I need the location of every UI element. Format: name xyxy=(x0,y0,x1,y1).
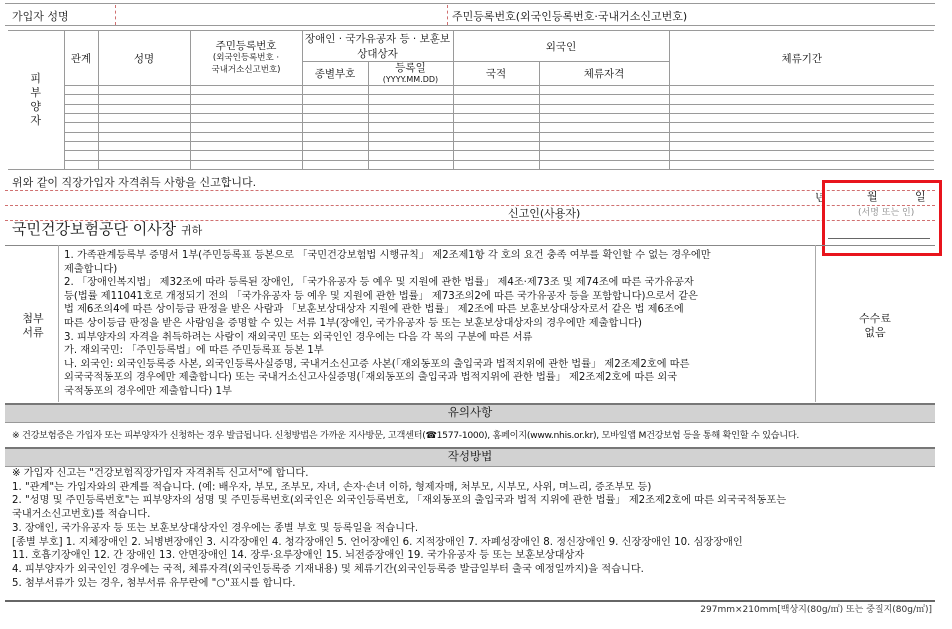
col-nationality: 국적 xyxy=(453,62,539,86)
declaration-statement: 위와 같이 직장가입자 자격취득 사항을 신고합니다. xyxy=(12,176,257,189)
attachment-label: 첨부 서류 xyxy=(22,312,44,339)
table-row[interactable] xyxy=(8,160,934,169)
table-row[interactable] xyxy=(8,123,934,132)
signature-label: (서명 또는 인) xyxy=(858,208,915,218)
table-row[interactable] xyxy=(8,86,934,95)
fee-label: 수수료 없음 xyxy=(859,312,891,339)
paper-spec: 297mm×210mm[백상지(80g/㎡) 또는 중질지(80g/㎡)] xyxy=(700,605,932,615)
resident-number-label: 주민등록번호(외국인등록번호·국내거소신고번호) xyxy=(452,10,688,23)
attachment-list: 1. 가족관계등록부 증명서 1부(주민등록표 등본으로 「국민건강보험법 시행규칙」 제2조제1항 각 호의 요건 충족 여부를 확인할 수 없는 경우에만 제출합니다) 2. 「장애인복지법」 제32조에 따라 등록된 장애인, 「국가유공자 등 예우 및 지원에 관한 법률」 제4조·제73조 및 제74조에 따른 국가유공자 등(법률 제11041호로 개정되기 전의 「국가유공자 등 예우 및 지원에 관한 법률」 제73조의2에 따른 국가유공자 등을 포함합니다)으로서 같은 법 제6조의4에 따른 상이등급 판정을 받은 사람과 「보훈보상대상자 지원에 관한 법률」 제2조에 따른 보훈보상대상자로서 같은 법 제6조에 따른 상이등급 판정을 받은 사람임을 증명할 수 있는 서류 1부(장애인, 국가유공자 등 또는 보훈보상대상자의 경우에만 제출합니다) 3. 피부양자의 자격을 취득하려는 사람이 재외국민 또는 외국인인 경우에는 다음 각 목의 구분에 따른 서류 가. 재외국민: 「주민등록법」에 따른 주민등록표 등본 1부 나. 외국인: 외국인등록증 사본, 외국인등록사실증명, 국내거소신고증 사본(「재외동포의 출입국과 법적지위에 관한 법률」 제2조제2호에 따른 외국국적동포의 경우에만 제출합니다) 또는 국내거소신고사실증명(「재외동포의 출입국과 법적지위에 관한 법률」 제2조제2호에 따른 외국 국적동포의 경우에만 제출합니다) 1부 xyxy=(64,250,711,397)
col-stay-period: 체류기간 xyxy=(669,31,934,86)
subscriber-name-label: 가입자 성명 xyxy=(12,10,69,23)
notice-title: 유의사항 xyxy=(5,403,935,423)
col-relation: 관계 xyxy=(64,31,98,86)
group-disabled: 장애인 · 국가유공자 등 · 보훈보상대상자 xyxy=(302,31,453,62)
group-foreigner: 외국인 xyxy=(453,31,669,62)
month-label: 월 xyxy=(867,190,878,203)
col-resident-id: 주민등록번호 (외국인등록번호 · 국내거소신고번호) xyxy=(190,31,302,86)
notice-text: ※ 건강보험증은 가입자 또는 피부양자가 신청하는 경우 발급됩니다. 신청방법은 가까운 지사방문, 고객센터(☎1577-1000), 홈페이지(www.nhis.or.kr), 모바일앱 M건강보험 등을 통해 확인할 수 있습니다. xyxy=(12,430,800,441)
table-row[interactable] xyxy=(8,151,934,160)
year-label: 년 xyxy=(815,191,826,204)
dependent-side-label: 피부양자 xyxy=(8,31,64,170)
col-type-code: 종별부호 xyxy=(302,62,368,86)
table-row[interactable] xyxy=(8,95,934,104)
addressee: 국민건강보험공단 이사장 귀하 xyxy=(12,220,203,238)
instructions-list: ※ 가입자 신고는 "건강보험직장가입자 자격취득 신고서"에 합니다. 1. "관계"는 가입자와의 관계를 적습니다. (예: 배우자, 부모, 조부모, 자녀, 손자·손녀 이하, 형제자매, 처부모, 시부모, 사위, 며느리, 증조부모 등) 2. "성명 및 주민등록번호"는 피부양자의 성명 및 주민등록번호(외국인은 외국인등록번호, 「재외동포의 출입국과 법적 지위에 관한 법률」 제2조제2호에 따른 외국국적동포는 국내거소신고번호)를 적습니다. 3. 장애인, 국가유공자 등 또는 보훈보상대상자인 경우에는 종별 부호 및 등록일을 적습니다. [종별 부호] 1. 지체장애인 2. 뇌병변장애인 3. 시각장애인 4. 청각장애인 5. 언어장애인 6. 지적장애인 7. 자폐성장애인 8. 정신장애인 9. 신장장애인 10. 심장장애인 11. 호흡기장애인 12. 간 장애인 13. 안면장애인 14. 장루·요루장애인 15. 뇌전증장애인 19. 국가유공자 등 또는 보훈보상대상자 4. 피부양자가 외국인인 경우에는 국적, 체류자격(외국인등록증 기재내용) 및 체류기간(외국인등록증 발급일부터 출국 예정일까지)을 적습니다. 5. 첨부서류가 있는 경우, 첨부서류 유무란에 "○"표시를 합니다. xyxy=(12,468,787,589)
table-row[interactable] xyxy=(8,141,934,150)
reporter-label: 신고인(사용자) xyxy=(508,207,581,220)
col-stay-status: 체류자격 xyxy=(539,62,669,86)
table-row[interactable] xyxy=(8,113,934,122)
instructions-title: 작성방법 xyxy=(5,447,935,467)
dependent-table xyxy=(8,30,934,170)
table-row[interactable] xyxy=(8,104,934,113)
col-registration-date: 등록일 (YYYY.MM.DD) xyxy=(368,62,453,86)
day-label: 일 xyxy=(915,190,926,203)
table-row[interactable] xyxy=(8,132,934,141)
col-name: 성명 xyxy=(98,31,190,86)
